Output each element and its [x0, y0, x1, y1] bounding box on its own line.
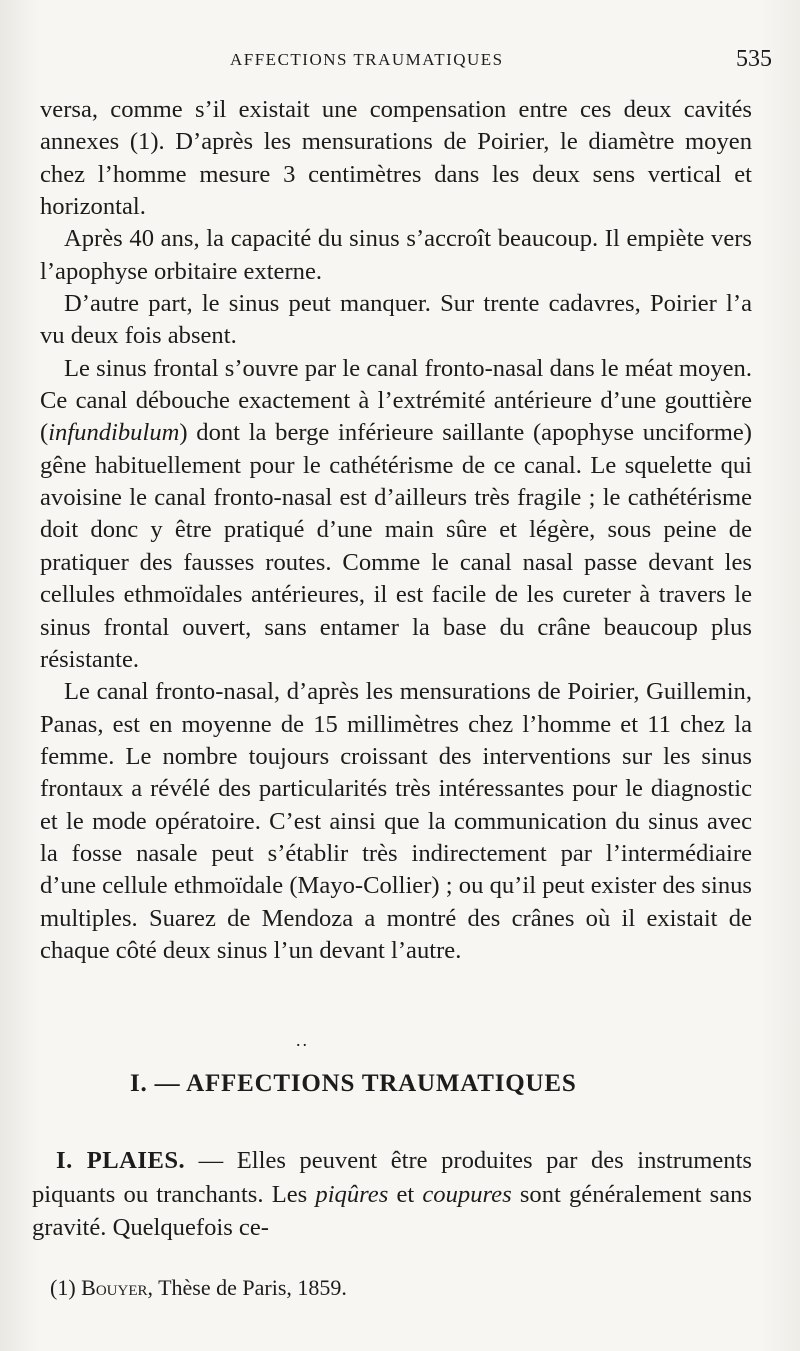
- footnote-rest: , Thèse de Paris, 1859.: [147, 1275, 347, 1300]
- section-paragraph: [32, 1144, 752, 1245]
- paragraph-3: D’autre part, le sinus peut manquer. Sur trente cadavres, Poirier l’a vu deux fois absent.: [40, 290, 752, 350]
- body-text: [40, 94, 752, 967]
- footnote: [50, 1275, 347, 1301]
- paragraph-5: Le canal fronto-nasal, d’après les mensurations de Poirier, Guillemin, Panas, est en moyenne de 15 millimètres chez l’homme et 11 chez la femme. Le nombre toujours croissant des interventions sur les sinus frontaux a révélé des particularités très intéressantes pour le diagnostic et le mode opératoire. C’est ainsi que la communication du sinus avec la fosse nasale peut s’établir très indirectement par l’intermédiaire d’une cellule ethmoïdale (Mayo-Collier) ; ou qu’il peut exister des sinus multiples. Suarez de Mendoza a montré des crânes où il existait de chaque côté deux sinus l’un devant l’autre.: [40, 678, 752, 964]
- section-title: I. — AFFECTIONS TRAUMATIQUES: [130, 1070, 577, 1097]
- section-text-3: sont généralement sans gravité. Quelquefois ce-: [32, 1180, 752, 1241]
- section-text-2: et: [388, 1180, 423, 1208]
- footnote-marker: (1): [50, 1275, 76, 1300]
- paragraph-2: Après 40 ans, la capacité du sinus s’accroît beaucoup. Il empiète vers l’apophyse orbitaire externe.: [40, 225, 752, 285]
- page-header: [60, 46, 772, 80]
- paragraph-4: [40, 353, 752, 676]
- section-lead: I. PLAIES.: [56, 1147, 186, 1174]
- section-body: [32, 1144, 752, 1245]
- separator-dots: ..: [296, 1030, 309, 1050]
- page-number: 535: [736, 46, 772, 72]
- paragraph-4-italic: infundibulum: [48, 419, 180, 447]
- section-text-1: — Elles peuvent être produites par des instruments piquants ou tranchants. Les: [32, 1147, 753, 1208]
- paragraph-1: versa, comme s’il existait une compensation entre ces deux cavités annexes (1). D’après les mensurations de Poirier, le diamètre moyen chez l’homme mesure 3 centimètres dans les deux sens vertical et horizontal.: [40, 96, 752, 221]
- paragraph-4-part-1: Le sinus frontal s’ouvre par le canal fronto-nasal dans le méat moyen. Ce canal débouche exactement à l’extrémité antérieure d’une gouttière (: [40, 354, 752, 447]
- section-italic-1: piqûres: [315, 1180, 389, 1208]
- paragraph-4-part-2: ) dont la berge inférieure saillante (apophyse unciforme) gêne habituellement pour le cathétérisme de ce canal. Le squelette qui avoisine le canal fronto-nasal est d’ailleurs très fragile ; le cathétérisme doit donc y être pratiqué d’une main sûre et légère, sous peine de pratiquer des fausses routes. Comme le canal nasal passe devant les cellules ethmoïdales antérieures, il est facile de les cureter à travers le sinus frontal ouvert, sans entamer la base du crâne beaucoup plus résistante.: [40, 419, 752, 673]
- running-head: AFFECTIONS TRAUMATIQUES: [230, 50, 504, 69]
- footnote-author: Bouyer: [81, 1275, 148, 1300]
- section-italic-2: coupures: [422, 1180, 512, 1208]
